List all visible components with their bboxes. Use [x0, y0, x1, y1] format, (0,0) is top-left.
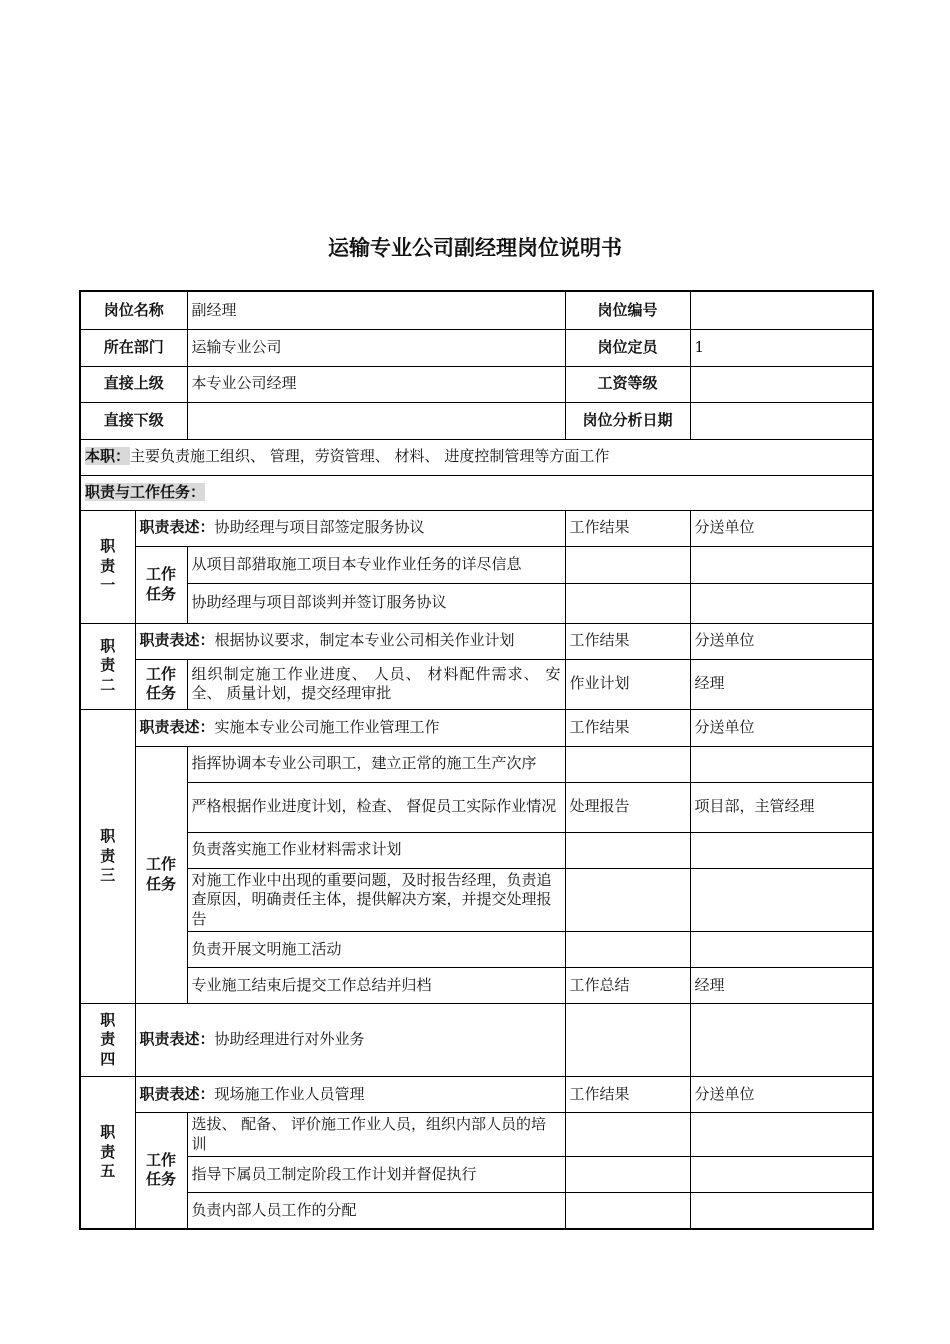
document-title: 运输专业公司副经理岗位说明书 [328, 236, 622, 260]
duty-label: 职 责 一 [80, 510, 135, 623]
task-result [565, 932, 690, 968]
duty-description-row [80, 623, 873, 659]
task-label: 工作 任务 [135, 746, 187, 1004]
position-name-label: 岗位名称 [80, 291, 187, 329]
task-destination [690, 546, 873, 583]
task-destination: 经理 [690, 968, 873, 1004]
task-destination: 项目部，主管经理 [690, 782, 873, 832]
position-code-value [690, 291, 873, 329]
duty-description: 职责表述：现场施工作业人员管理 [135, 1077, 565, 1113]
task-label: 工作 任务 [135, 546, 187, 623]
task-text: 负责内部人员工作的分配 [187, 1193, 565, 1229]
task-result [565, 546, 690, 583]
task-text: 严格根据作业进度计划，检查、 督促员工实际作业情况 [187, 782, 565, 832]
duty-description-row [80, 510, 873, 546]
superior-label: 直接上级 [80, 366, 187, 402]
task-destination [690, 1157, 873, 1193]
destination-header [690, 1004, 873, 1077]
subordinate-label: 直接下级 [80, 402, 187, 439]
task-text: 选拔、 配备、 评价施工作业人员，组织内部人员的培训 [187, 1113, 565, 1157]
result-header: 工作结果 [565, 623, 690, 659]
info-row [80, 402, 873, 439]
task-destination [690, 932, 873, 968]
task-row [80, 1157, 873, 1193]
task-result [565, 1193, 690, 1229]
result-header: 工作结果 [565, 510, 690, 546]
duty-description: 职责表述：协助经理进行对外业务 [135, 1004, 565, 1077]
position-code-label: 岗位编号 [565, 291, 690, 329]
duty-label: 职 责 五 [80, 1077, 135, 1229]
duty-description: 职责表述：根据协议要求，制定本专业公司相关作业计划 [135, 623, 565, 659]
info-row [80, 366, 873, 402]
duties-heading-row [80, 475, 873, 510]
task-row [80, 746, 873, 782]
destination-header: 分送单位 [690, 709, 873, 746]
task-destination [690, 868, 873, 932]
duty-description: 职责表述：实施本专业公司施工作业管理工作 [135, 709, 565, 746]
task-text: 专业施工结束后提交工作总结并归档 [187, 968, 565, 1004]
task-row [80, 1113, 873, 1157]
task-result: 作业计划 [565, 659, 690, 709]
duty-description-row [80, 1077, 873, 1113]
duty-label: 职 责 四 [80, 1004, 135, 1077]
task-text: 从项目部猎取施工项目本专业作业任务的详尽信息 [187, 546, 565, 583]
duty-description: 职责表述：协助经理与项目部签定服务协议 [135, 510, 565, 546]
result-header [565, 1004, 690, 1077]
destination-header: 分送单位 [690, 623, 873, 659]
task-row [80, 782, 873, 832]
task-result [565, 746, 690, 782]
salary-grade-label: 工资等级 [565, 366, 690, 402]
core-text: 主要负责施工组织、 管理，劳资管理、 材料、 进度控制管理等方面工作 [130, 447, 610, 466]
duty-description-row [80, 1004, 873, 1077]
task-result [565, 832, 690, 868]
info-row [80, 291, 873, 329]
task-result: 处理报告 [565, 782, 690, 832]
task-text: 指挥协调本专业公司职工，建立正常的施工生产次序 [187, 746, 565, 782]
duties-heading-cell [80, 475, 873, 510]
task-row [80, 968, 873, 1004]
task-destination [690, 832, 873, 868]
task-result [565, 583, 690, 623]
task-label: 工作 任务 [135, 659, 187, 709]
analysis-date-value [690, 402, 873, 439]
task-row [80, 583, 873, 623]
task-text: 负责落实施工作业材料需求计划 [187, 832, 565, 868]
task-row [80, 546, 873, 583]
result-header: 工作结果 [565, 1077, 690, 1113]
info-row [80, 329, 873, 366]
department-value: 运输专业公司 [187, 329, 565, 366]
task-destination [690, 1193, 873, 1229]
task-destination [690, 1113, 873, 1157]
duty-label: 职 责 二 [80, 623, 135, 709]
destination-header: 分送单位 [690, 1077, 873, 1113]
task-text: 组织制定施工作业进度、 人员、 材料配件需求、 安全、 质量计划，提交经理审批 [187, 659, 565, 709]
task-text: 指导下属员工制定阶段工作计划并督促执行 [187, 1157, 565, 1193]
subordinate-value [187, 402, 565, 439]
task-result [565, 1113, 690, 1157]
task-row [80, 659, 873, 709]
result-header: 工作结果 [565, 709, 690, 746]
job-description-table [79, 290, 874, 1230]
task-result [565, 1157, 690, 1193]
task-text: 协助经理与项目部谈判并签订服务协议 [187, 583, 565, 623]
task-text: 对施工作业中出现的重要问题，及时报告经理，负责追查原因，明确责任主体，提供解决方案，并提交处理报告 [187, 868, 565, 932]
task-row [80, 1193, 873, 1229]
salary-grade-value [690, 366, 873, 402]
duty-description-row [80, 709, 873, 746]
task-label: 工作 任务 [135, 1113, 187, 1229]
destination-header: 分送单位 [690, 510, 873, 546]
task-result [565, 868, 690, 932]
analysis-date-label: 岗位分析日期 [565, 402, 690, 439]
core-responsibility [80, 439, 873, 475]
superior-value: 本专业公司经理 [187, 366, 565, 402]
department-label: 所在部门 [80, 329, 187, 366]
task-destination [690, 746, 873, 782]
task-destination: 经理 [690, 659, 873, 709]
core-row [80, 439, 873, 475]
task-destination [690, 583, 873, 623]
core-label: 本职： [85, 447, 131, 466]
quota-value: 1 [690, 329, 873, 366]
quota-label: 岗位定员 [565, 329, 690, 366]
position-name-value: 副经理 [187, 291, 565, 329]
duties-heading: 职责与工作任务： [85, 482, 206, 501]
duty-label: 职 责 三 [80, 709, 135, 1004]
task-row [80, 832, 873, 868]
task-row [80, 932, 873, 968]
task-text: 负责开展文明施工活动 [187, 932, 565, 968]
task-row [80, 868, 873, 932]
task-result: 工作总结 [565, 968, 690, 1004]
